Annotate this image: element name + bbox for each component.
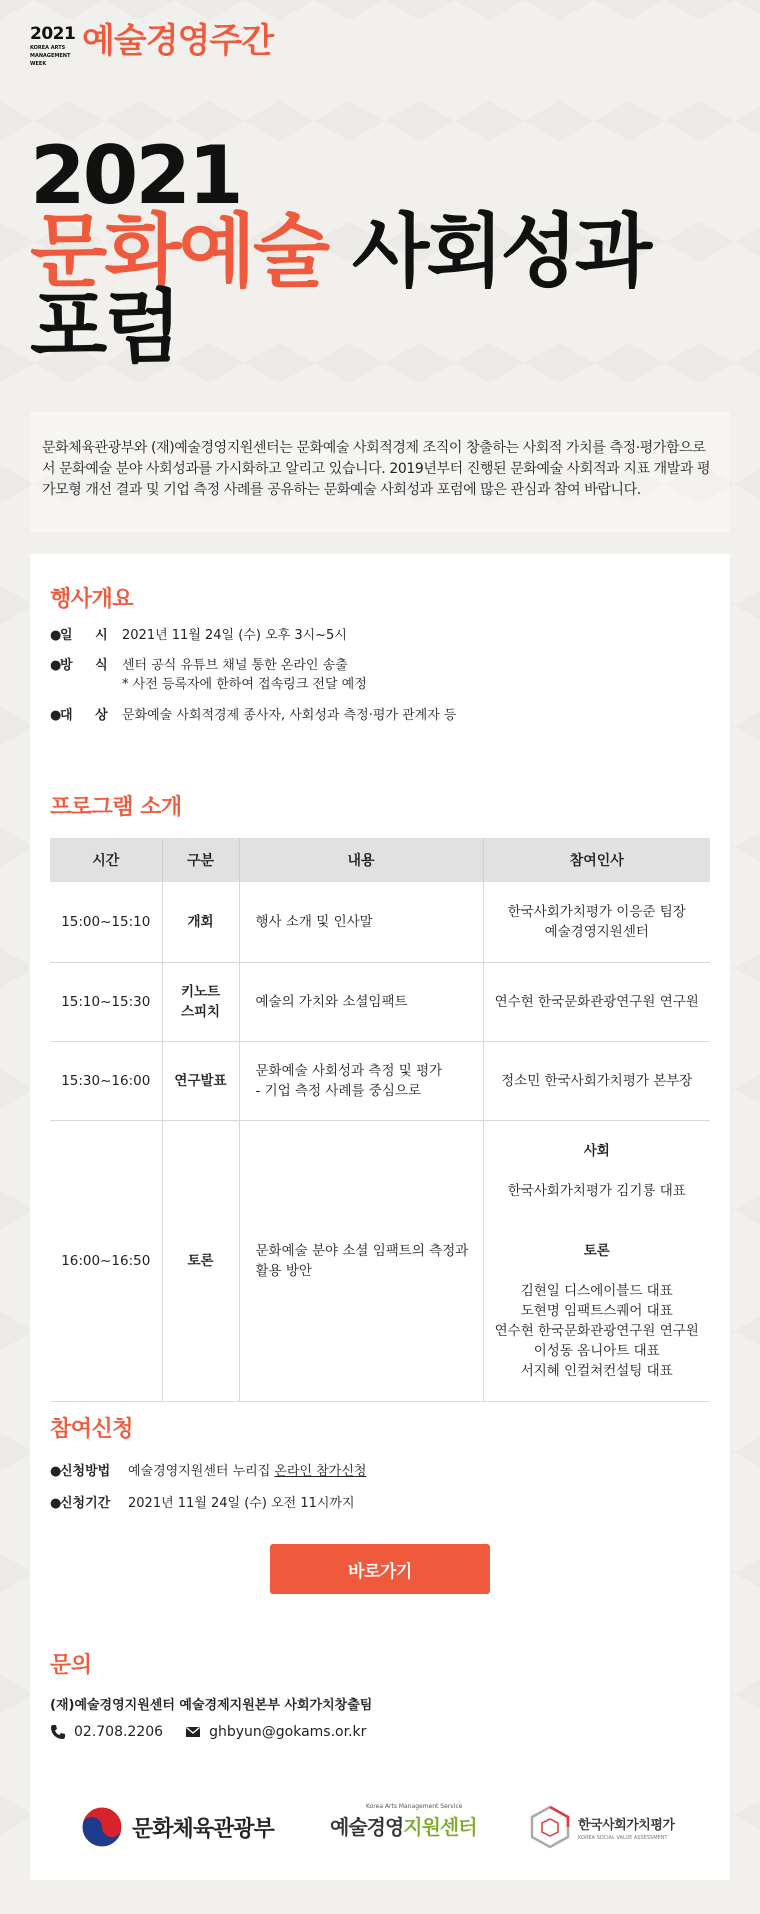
apply-value: 예술경영지원센터 누리집 [128, 1464, 275, 1479]
overview-label: 대 상 [60, 708, 108, 723]
cell-content: 행사 소개 및 인사말 [239, 882, 483, 962]
bullet-icon: ● [50, 1464, 62, 1479]
overview-value: 문화예술 사회적경제 종사자, 사회성과 측정·평가 관계자 등 [122, 708, 457, 723]
contact-org: (재)예술경영지원센터 예술경제지원본부 사회가치창출팀 [50, 1698, 373, 1713]
cell-people: 한국사회가치평가 이응준 팀장 예술경영지원센터 [483, 882, 710, 962]
cell-time: 15:30~16:00 [50, 1041, 162, 1120]
bullet-icon: ● [50, 1496, 62, 1511]
panel-discussion-head: 토론 [583, 1242, 610, 1259]
logo-name: 예술경영주간 [82, 21, 274, 61]
overview-title: 행사개요 [50, 587, 134, 612]
table-header: 내용 [239, 838, 483, 882]
table-row [50, 1120, 710, 1401]
table-row [50, 962, 710, 1041]
ksva-name: 한국사회가치평가 [578, 1817, 675, 1833]
table-header: 참여인사 [483, 838, 710, 882]
cell-type: 개회 [162, 882, 239, 962]
phone-icon [50, 1724, 66, 1740]
overview-label: 방 식 [60, 658, 108, 673]
overview-value: 센터 공식 유튜브 채널 통한 온라인 송출 * 사전 등록자에 한하여 접속링크 전달 예정 [122, 658, 367, 692]
footer-logos [30, 1797, 730, 1857]
cell-time: 16:00~16:50 [50, 1120, 162, 1401]
table-header: 시간 [50, 838, 162, 882]
event-logo [30, 21, 274, 67]
overview-row-date [50, 626, 347, 645]
gokams-name [330, 1811, 477, 1840]
apply-row-period [50, 1494, 355, 1513]
mcst-logo [80, 1805, 274, 1849]
page-title [30, 129, 650, 374]
contact-email[interactable]: ghbyun@gokams.or.kr [209, 1724, 367, 1740]
intro-box [30, 412, 730, 532]
apply-row-method [50, 1462, 366, 1481]
title-accent: 문화예술 [30, 205, 328, 298]
cell-content: 문화예술 분야 소셜 임팩트의 측정과 활용 방안 [239, 1120, 483, 1401]
go-button[interactable]: 바로가기 [270, 1544, 490, 1594]
ksva-logo [530, 1805, 674, 1849]
title-line-2 [30, 205, 650, 298]
cell-people: 정소민 한국사회가치평가 본부장 [483, 1041, 710, 1120]
table-header: 구분 [162, 838, 239, 882]
content-card [30, 554, 730, 1880]
taegeuk-icon [80, 1805, 124, 1849]
bullet-icon: ● [50, 658, 62, 673]
title-rest: 사회성과 [327, 205, 650, 298]
cell-people: 연수현 한국문화관광연구원 연구원 [483, 962, 710, 1041]
overview-row-method [50, 656, 367, 694]
apply-title: 참여신청 [50, 1417, 134, 1442]
cell-type: 키노트 스피치 [162, 962, 239, 1041]
logo-sub-3: WEEK [30, 61, 47, 67]
apply-label: 신청방법 [60, 1464, 111, 1479]
overview-label: 일 시 [60, 628, 108, 643]
hero [0, 0, 760, 400]
bullet-icon: ● [50, 708, 62, 723]
cell-type: 토론 [162, 1120, 239, 1401]
gokams-name-a: 예술경영 [330, 1815, 404, 1839]
contact-title: 문의 [50, 1653, 92, 1678]
table-row [50, 1041, 710, 1120]
panel-discussants: 김현일 디스에이블드 대표 도현명 임팩트스퀘어 대표 연수현 한국문화관광연구원 연구원 이성동 옴니아트 대표 서지혜 인컬쳐컨설팅 대표 [494, 1282, 699, 1379]
gokams-logo [330, 1803, 477, 1840]
mail-icon [185, 1724, 201, 1740]
logo-year: 2021 [30, 24, 76, 44]
gokams-name-b: 지원센터 [403, 1815, 477, 1839]
ksva-sub: KOREA SOCIAL VALUE ASSESSMENT [578, 1834, 668, 1841]
apply-link[interactable]: 온라인 참가신청 [274, 1464, 367, 1479]
apply-label: 신청기간 [60, 1496, 111, 1511]
table-header-row [50, 838, 710, 882]
cell-time: 15:10~15:30 [50, 962, 162, 1041]
cell-content: 예술의 가치와 소셜임팩트 [239, 962, 483, 1041]
overview-value: 2021년 11월 24일 (수) 오후 3시~5시 [122, 628, 347, 643]
title-line-3: 포럼 [30, 281, 179, 374]
gokams-sub: Korea Arts Management Service [366, 1803, 463, 1810]
program-table [50, 838, 710, 1402]
cell-type: 연구발표 [162, 1041, 239, 1120]
logo-sub-1: KOREA ARTS [30, 45, 66, 51]
title-year: 2021 [30, 129, 241, 222]
panel-moderator-head: 사회 [583, 1142, 610, 1159]
contact-phone[interactable]: 02.708.2206 [74, 1724, 164, 1740]
hexagon-logo-icon [530, 1805, 570, 1849]
apply-value: 2021년 11월 24일 (수) 오전 11시까지 [128, 1496, 355, 1511]
bullet-icon: ● [50, 628, 62, 643]
mcst-name: 문화체육관광부 [132, 1816, 274, 1842]
cell-people-panel [483, 1120, 710, 1401]
program-title: 프로그램 소개 [50, 795, 182, 820]
panel-moderator: 한국사회가치평가 김기룡 대표 [507, 1182, 686, 1199]
contact-line [50, 1724, 366, 1740]
logo-sub-2: MANAGEMENT [30, 53, 71, 59]
cell-content: 문화예술 사회성과 측정 및 평가 - 기업 측정 사례를 중심으로 [239, 1041, 483, 1120]
table-row [50, 882, 710, 962]
cell-time: 15:00~15:10 [50, 882, 162, 962]
overview-row-target [50, 706, 456, 725]
intro-text: 문화체육관광부와 (재)예술경영지원센터는 문화예술 사회적경제 조직이 창출하는 사회적 가치를 측정·평가함으로서 문화예술 분야 사회성과를 가시화하고 알리고 있습니다. 2019년부터 진행된 문화예술 사회적과 지표 개발과 평가모형 개선 결과 및 기업 측정 사례를 공유하는 문화예술 사회성과 포럼에 많은 관심과 참여 바랍니다. [42, 440, 711, 498]
